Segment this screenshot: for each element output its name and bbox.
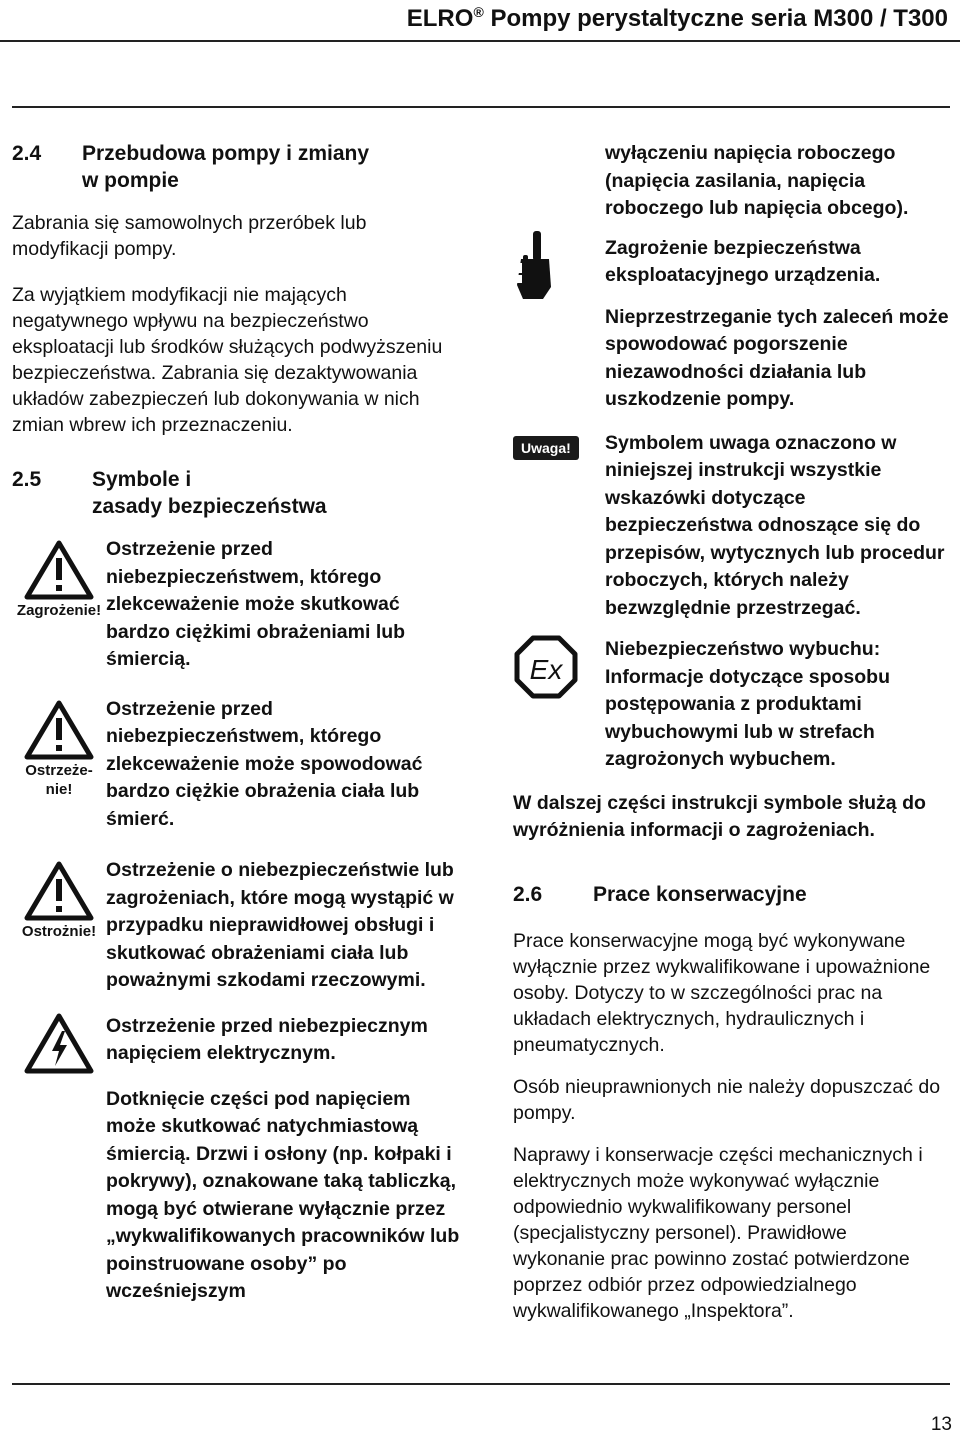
symbol-row-ostrzezenie — [12, 696, 462, 834]
symbol-row-uwaga — [513, 430, 953, 623]
header-rule — [0, 40, 960, 42]
warning-triangle-icon — [24, 861, 94, 921]
symbol-row-hand — [513, 235, 953, 414]
pointing-hand-icon — [513, 229, 557, 303]
right-column — [513, 140, 953, 1324]
document-title: ELRO® Pompy perystaltyczne seria M300 / T300 — [406, 4, 948, 32]
symbol-row-electric — [12, 1013, 462, 1306]
paragraph: Naprawy i konserwacje części mechanicznych i elektrycznych może wykonywać wyłącznie odpowiednio wykwalifikowany personel (specjalistyczny personel). Prawidłowe wykonanie prac powinno zostać potwierdzone poprzez odbiór przez odpowiedzialnego wykwalifikowanego „Inspektora”. — [513, 1143, 923, 1322]
symbol-description: Symbolem uwaga oznaczono w niniejszej instrukcji wszystkie wskazówki dotyczące bezpieczeństwa odnoszące się do przepisów, wytycznych lub procedur roboczych, których należy bezwzględnie przestrzegać. — [605, 431, 945, 619]
symbol-row-ostroznie — [12, 857, 462, 995]
summary-text: W dalszej części instrukcji symbole służą do wyróżnienia informacji o zagrożeniach. — [513, 791, 926, 841]
symbol-description-continued: Dotknięcie części pod napięciem może skutkować natychmiastową śmiercią. Drzwi i osłony (np. kołpaki i pokrywy), oznakowane taką tabliczką, mogą być otwierane wyłącznie przez „wykwalifikowanych pracowników lub poinstruowane osoby” po wcześniejszym — [106, 1087, 460, 1302]
page-number: 13 — [930, 1414, 952, 1435]
symbol-block — [12, 696, 106, 834]
symbol-description: Ostrzeżenie przed niebezpieczeństwem, którego zlekceważenie może spowodować bardzo ciężkie obrażenia ciała lub śmierć. — [106, 697, 423, 830]
uwaga-badge: Uwaga! — [513, 436, 579, 460]
symbol-block — [12, 1013, 106, 1306]
section-heading-2-6: 2.6 Prace konserwacyjne — [513, 882, 807, 906]
continued-text: wyłączeniu napięcia roboczego (napięcia zasilania, napięcia roboczego lub napięcia obcego). — [605, 142, 909, 219]
section-divider — [12, 106, 950, 108]
symbol-description: Ostrzeżenie przed niebezpiecznym napięciem elektrycznym. — [106, 1014, 428, 1064]
symbol-description: Ostrzeżenie o niebezpieczeństwie lub zagrożeniach, które mogą wystąpić w przypadku nieprawidłowej obsługi i skutkować obrażeniami ciała lub poważnymi szkodami rzeczowymi. — [106, 859, 454, 991]
section-heading-2-4: 2.4 Przebudowa pompy i zmiany w pompie — [12, 142, 370, 192]
paragraph: Za wyjątkiem modyfikacji nie mających negatywnego wpływu na bezpieczeństwo eksploatacji lub środków służących podwyższeniu bezpieczeństwa. Zabrania się dezaktywowania układów zabezpieczeń lub dokonywania w nich zmian wbrew ich przeznaczeniu. — [12, 284, 443, 436]
symbol-description: Nieprzestrzeganie tych zaleceń może spowodować pogorszenie niezawodności działania lub uszkodzenie pompy. — [605, 305, 949, 410]
paragraph: Osób nieuprawnionych nie należy dopuszczać do pompy. — [513, 1075, 941, 1124]
symbol-block — [12, 857, 106, 995]
paragraph: Prace konserwacyjne mogą być wykonywane wyłącznie przez wykwalifikowane i upoważnione osoby. Dotyczy to w szczególności prac na układach elektrycznych, hydraulicznych i pneumatycznych. — [513, 929, 931, 1056]
left-column — [12, 140, 462, 1306]
symbol-label: Zagrożenie! — [16, 602, 102, 619]
warning-triangle-icon — [24, 700, 94, 760]
symbol-block — [12, 536, 106, 674]
symbol-description: Niebezpieczeństwo wybuchu: Informacje dotyczące sposobu postępowania z produktami wybuchowymi lub w strefach zagrożonych wybuchem. — [605, 638, 890, 770]
symbol-description: Zagrożenie bezpieczeństwa eksploatacyjnego urządzenia. — [605, 236, 881, 286]
symbol-label: Ostrożnie! — [21, 923, 97, 940]
ex-explosion-icon — [513, 634, 579, 700]
page-header — [0, 0, 960, 44]
electric-hazard-icon — [24, 1013, 94, 1075]
symbol-row-ex — [513, 636, 953, 774]
footer-rule — [12, 1383, 950, 1385]
symbol-description: Ostrzeżenie przed niebezpieczeństwem, którego zlekceważenie może skutkować bardzo ciężkimi obrażeniami lub śmiercią. — [106, 538, 406, 670]
symbol-label: Ostrzeże- nie! — [25, 761, 93, 798]
symbol-row-zagrozenie — [12, 536, 462, 674]
warning-triangle-icon — [24, 540, 94, 600]
section-heading-2-5: 2.5 Symbole i zasady bezpieczeństwa — [12, 468, 327, 518]
svg-text:Ex: Ex — [529, 654, 563, 685]
paragraph: Zabrania się samowolnych przeróbek lub modyfikacji pompy. — [12, 212, 367, 260]
